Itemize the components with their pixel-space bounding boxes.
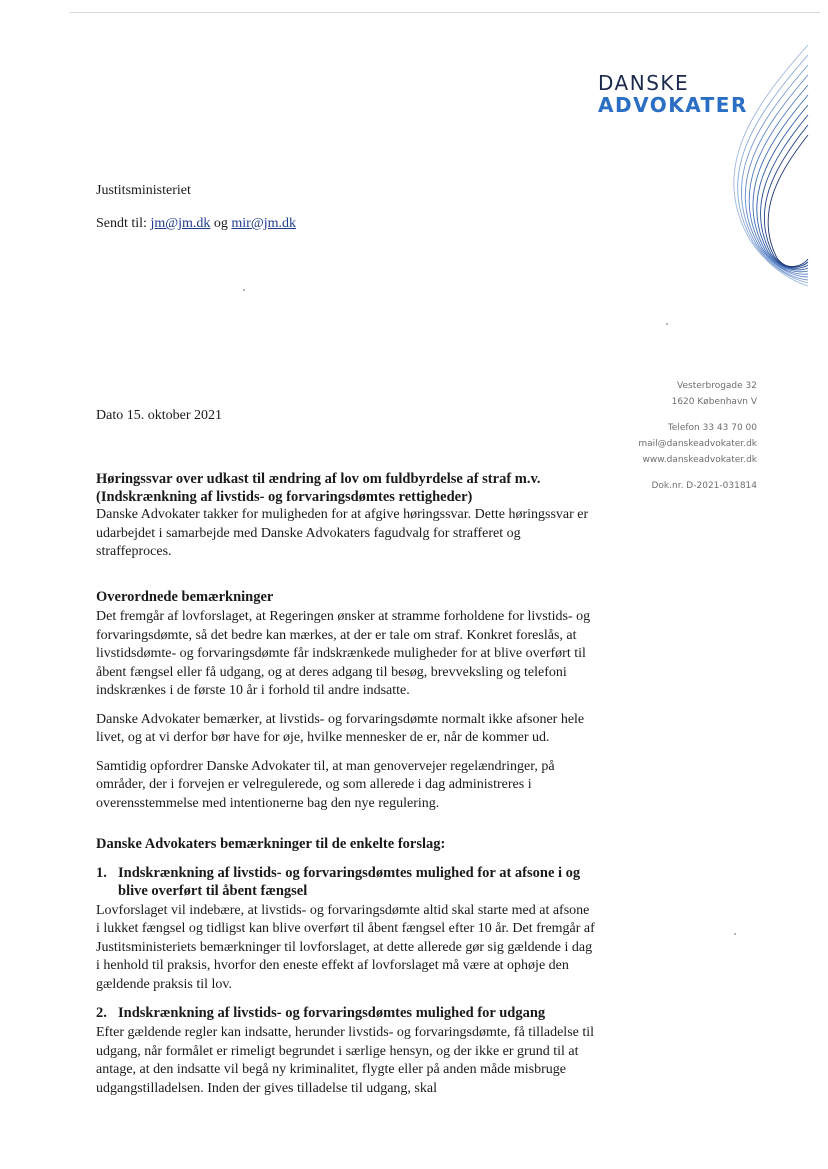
- sender-city: 1620 København V: [671, 397, 757, 407]
- sender-contact-block: [638, 378, 757, 494]
- general-paragraph-3: Samtidig opfordrer Danske Advokater til, at man genovervejer regelændringer, på områder, der i forvejen er velregulerede, og som allerede i dag administreres i overensstemmelse med intentionerne bag den nye regulering.: [96, 758, 555, 811]
- general-paragraph-1: Det fremgår af lovforslaget, at Regeringen ønsker at stramme forholdene for livstids- og forvaringsdømte, så det bedre kan mærkes, at der er tale om straf. Konkret foreslås, at livstidsdømte- og forvaringsdømte får indskrænkede muligheder for at blive overført til åbent fængsel eller få udgang, og at deres adgang til besøg, brevveksling og telefoni indskrænkes i de første 10 år i forhold til andre indsatte.: [96, 609, 591, 698]
- document-number: Dok.nr. D-2021-031814: [651, 481, 757, 491]
- proposal-2-number: 2.: [96, 1005, 107, 1021]
- section-specific-title: Danske Advokaters bemærkninger til de enkelte forslag:: [96, 836, 446, 852]
- scan-speck: [734, 933, 736, 935]
- heading-line-1: Høringssvar over udkast til ændring af lov om fuldbyrdelse af straf m.v.: [96, 471, 541, 487]
- proposal-1-text: Lovforslaget vil indebære, at livstids- og forvaringsdømte altid skal starte med at afsone i lukket fængsel og tidligst kan blive overført til åbent fængsel efter 10 år. Det fremgår af Justitsministeriets bemærkninger til lovforslaget, at dette allerede gør sig gældende i dag i henhold til praksis, hvorfor den eneste effekt af lovforslaget må være at ophøje den gældende praksis til lov.: [96, 902, 595, 992]
- logo-swoosh-icon: [690, 40, 810, 290]
- letter-date: Dato 15. oktober 2021: [96, 408, 222, 423]
- sender-phone: Telefon 33 43 70 00: [667, 423, 757, 433]
- general-paragraph-2: Danske Advokater bemærker, at livstids- og forvaringsdømte normalt ikke afsoner hele livet, og at vi derfor bør have for øje, hvilke mennesker de er, når de kommer ud.: [96, 711, 585, 745]
- email-link-jm[interactable]: jm@jm.dk: [150, 216, 211, 231]
- sent-to-label: Sendt til:: [96, 216, 151, 231]
- sent-to-joiner: og: [210, 216, 232, 231]
- proposal-2-text: Efter gældende regler kan indsatte, herunder livstids- og forvaringsdømte, få tilladelse til udgang, når formålet er rimeligt begrundet i særlige hensyn, og der ikke er grund til at antage, at den indsatte vil begå ny kriminalitet, flygte eller på anden måde misbruge udgangstilladelsen. Inden der gives tilladelse til udgang, skal: [96, 1025, 595, 1096]
- proposal-1-title: Indskrænkning af livstids- og forvaringsdømtes mulighed for at afsone i og blive overført til åbent fængsel: [118, 864, 581, 899]
- intro-paragraph: Danske Advokater takker for muligheden for at afgive høringssvar. Dette høringssvar er udarbejdet i samarbejde med Danske Advokaters fagudvalg for strafferet og straffeproces.: [96, 507, 589, 559]
- sent-to-line: [96, 216, 296, 232]
- heading-line-2: (Indskrænkning af livstids- og forvaringsdømtes rettigheder): [96, 489, 473, 505]
- proposal-1-heading: [96, 864, 596, 900]
- proposal-2-title: Indskrænkning af livstids- og forvaringsdømtes mulighed for udgang: [118, 1005, 546, 1021]
- recipient: Justitsministeriet: [96, 183, 191, 198]
- logo-line-1: DANSKE: [598, 71, 690, 95]
- sender-web: www.danskeadvokater.dk: [642, 455, 757, 465]
- sender-street: Vesterbrogade 32: [677, 381, 757, 391]
- letter-body: [96, 470, 596, 1108]
- page-top-rule: [70, 12, 820, 13]
- sender-email: mail@danskeadvokater.dk: [638, 439, 757, 449]
- letter-heading: [96, 470, 596, 506]
- scan-speck: [243, 289, 245, 291]
- proposal-1-number: 1.: [96, 864, 107, 881]
- logo-line-2: ADVOKATER: [598, 93, 748, 117]
- email-link-mir[interactable]: mir@jm.dk: [231, 216, 297, 231]
- scan-speck: [666, 323, 668, 325]
- section-general-title: Overordnede bemærkninger: [96, 588, 274, 605]
- proposal-2-heading: [96, 1004, 596, 1022]
